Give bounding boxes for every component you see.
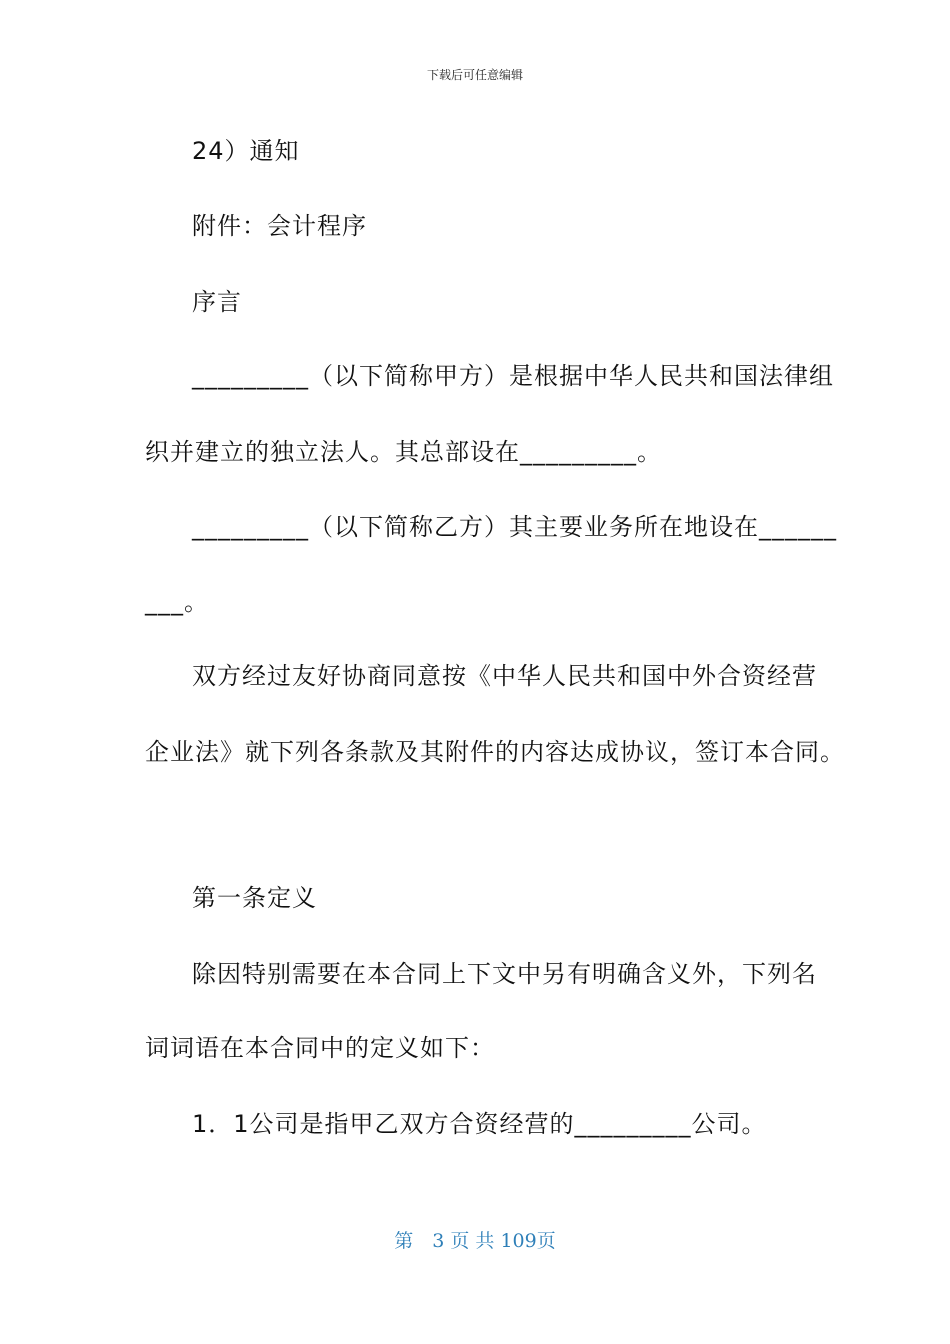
- page-header: 下载后可任意编辑: [426, 68, 523, 82]
- clause-1-1: 1．1公司是指甲乙双方合资经营的_________公司。: [192, 1110, 767, 1138]
- party-b-line-2: ___。: [145, 588, 209, 616]
- party-a-line-1: _________（以下简称甲方）是根据中华人民共和国法律组: [192, 362, 834, 390]
- page-number: 第 3 页 共 109页: [394, 1230, 556, 1252]
- party-b-line-1: _________（以下简称乙方）其主要业务所在地设在______: [192, 513, 837, 541]
- article-one-heading: 第一条定义: [192, 884, 317, 912]
- agreement-line-1: 双方经过友好协商同意按《中华人民共和国中外合资经营: [192, 662, 817, 690]
- party-a-line-2: 织并建立的独立法人。其总部设在_________。: [145, 438, 662, 466]
- definitions-line-2: 词词语在本合同中的定义如下：: [145, 1034, 495, 1062]
- preface-heading: 序言: [192, 288, 242, 316]
- appendix-title: 附件：会计程序: [192, 212, 367, 240]
- section-notice: 24）通知: [192, 137, 300, 165]
- definitions-line-1: 除因特别需要在本合同上下文中另有明确含义外，下列名: [192, 960, 817, 988]
- agreement-line-2: 企业法》就下列各条款及其附件的内容达成协议，签订本合同。: [145, 738, 845, 766]
